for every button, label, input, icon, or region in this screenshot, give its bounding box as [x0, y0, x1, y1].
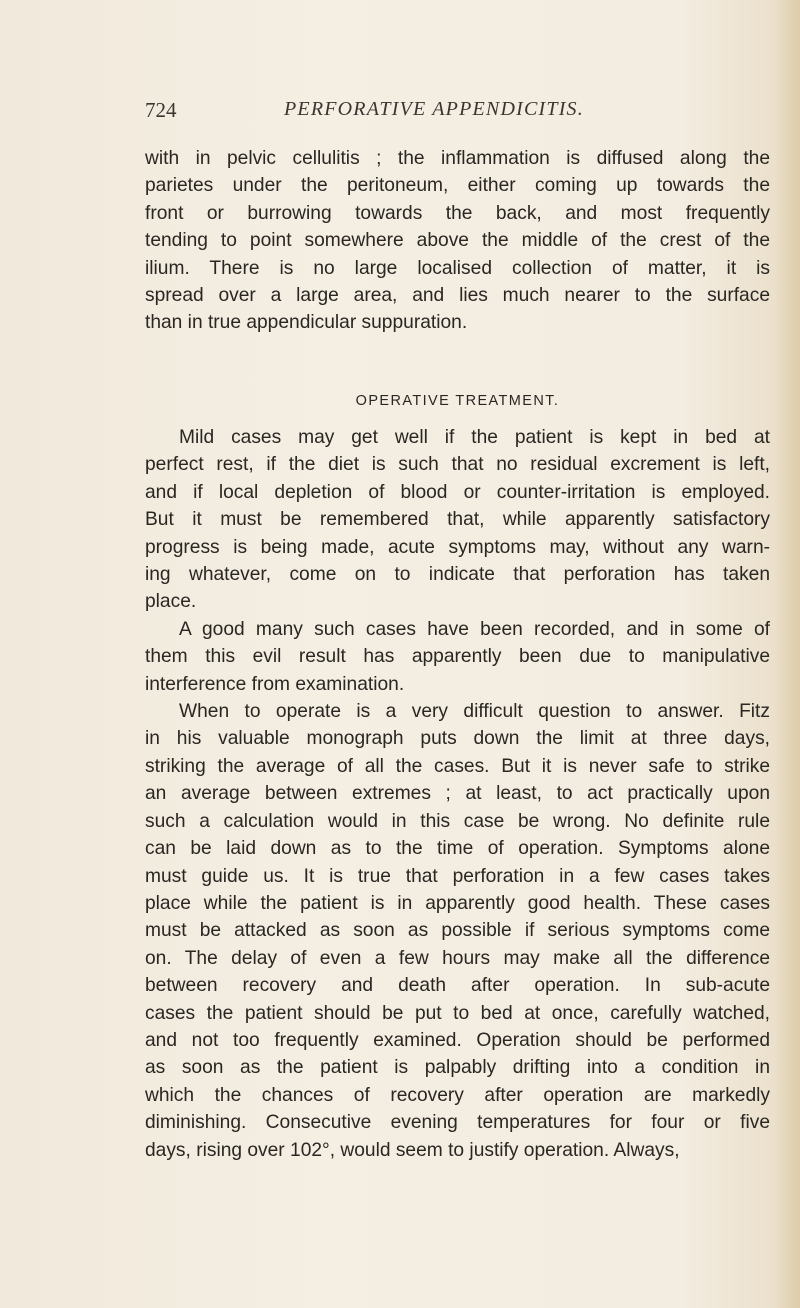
text-line: than in true appendicular suppuration.	[145, 312, 468, 334]
text-line: tending to point somewhere above the middle of the crest of the	[145, 230, 770, 252]
text-line: ilium. There is no large localised collection of matter, it is	[145, 257, 770, 279]
running-head	[145, 98, 770, 132]
text-line: must be attacked as soon as possible if serious symptoms come	[145, 920, 770, 942]
section-body	[145, 424, 770, 1164]
text-line: must guide us. It is true that perforation in a few cases takes	[145, 865, 770, 887]
text-line: as soon as the patient is palpably drifting into a condition in	[145, 1057, 770, 1079]
text-line: parietes under the peritoneum, either coming up towards the	[145, 175, 770, 197]
text-line: striking the average of all the cases. But it is never safe to strike	[145, 755, 770, 777]
paragraph-continued	[145, 145, 770, 337]
text-line: Mild cases may get well if the patient is kept in bed at	[179, 427, 770, 448]
paragraph-when-to-operate	[145, 698, 770, 1164]
text-line: diminishing. Consecutive evening temperatures for four or five	[145, 1112, 770, 1134]
text-line: them this evil result has apparently been due to manipulative	[145, 646, 770, 668]
text-line: place.	[145, 591, 197, 613]
text-line: on. The delay of even a few hours may make all the difference	[145, 947, 770, 969]
section-heading: OPERATIVE TREATMENT.	[355, 393, 560, 409]
text-line: perfect rest, if the diet is such that no residual excrement is left,	[145, 454, 770, 476]
text-line: But it must be remembered that, while apparently satisfactory	[145, 509, 770, 531]
page-number: 724	[145, 98, 177, 122]
text-line: and if local depletion of blood or counter-irritation is employed.	[145, 481, 770, 503]
text-line: cases the patient should be put to bed at once, carefully watched,	[145, 1002, 770, 1024]
running-title: PERFORATIVE APPENDICITIS.	[284, 98, 584, 120]
page-edge-shadow	[774, 0, 800, 1308]
paragraph-mild-cases	[145, 424, 770, 616]
text-line: place while the patient is in apparently good health. These cases	[145, 892, 770, 914]
text-line: A good many such cases have been recorded, and in some of	[179, 618, 770, 640]
text-line: interference from examination.	[145, 673, 405, 695]
paragraph-good-many-cases	[145, 616, 770, 698]
text-line: between recovery and death after operation. In sub-acute	[145, 975, 770, 997]
text-line: front or burrowing towards the back, and most frequently	[145, 202, 770, 224]
text-line: When to operate is a very difficult question to answer. Fitz	[179, 701, 770, 723]
text-line: which the chances of recovery after operation are markedly	[145, 1084, 770, 1106]
text-line: can be laid down as to the time of operation. Symptoms alone	[145, 838, 770, 860]
text-line: spread over a large area, and lies much nearer to the surface	[145, 285, 770, 307]
text-line: progress is being made, acute symptoms may, without any warn-	[145, 536, 770, 558]
text-line: and not too frequently examined. Operation should be performed	[145, 1029, 770, 1051]
text-line: ing whatever, come on to indicate that perforation has taken	[145, 564, 770, 586]
text-line: such a calculation would in this case be wrong. No definite rule	[145, 810, 770, 832]
text-line: an average between extremes ; at least, to act practically upon	[145, 783, 770, 805]
text-line: in his valuable monograph puts down the limit at three days,	[145, 728, 770, 750]
text-line: days, rising over 102°, would seem to justify operation. Always,	[145, 1139, 680, 1161]
text-line: with in pelvic cellulitis ; the inflammation is diffused along the	[145, 148, 770, 169]
